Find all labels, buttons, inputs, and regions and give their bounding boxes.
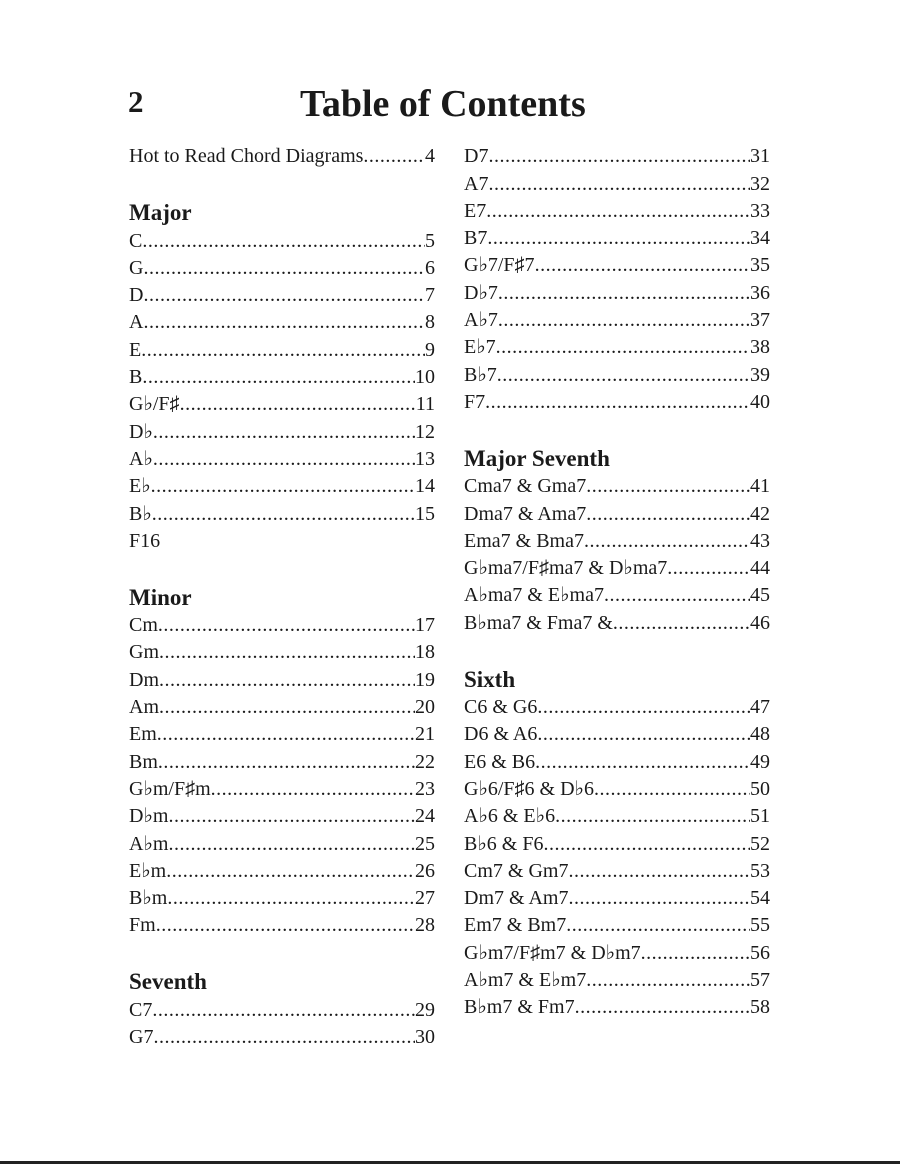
dot-leader <box>543 831 750 858</box>
toc-entry-page: 8 <box>425 311 435 334</box>
toc-entry[interactable] <box>129 830 435 857</box>
toc-entry-label: Bm <box>129 750 158 773</box>
toc-entry-page: 33 <box>750 199 770 222</box>
toc-entry-page: 28 <box>415 914 435 937</box>
toc-entry-page: 35 <box>750 254 770 277</box>
toc-entry[interactable] <box>464 858 770 885</box>
toc-entry[interactable] <box>129 694 435 721</box>
toc-entry[interactable] <box>129 612 435 639</box>
toc-entry[interactable] <box>129 748 435 775</box>
dot-leader <box>667 555 750 582</box>
toc-entry[interactable] <box>129 885 435 912</box>
toc-entry-page: 44 <box>750 557 770 580</box>
toc-entry-page: 52 <box>750 832 770 855</box>
toc-list-sixth <box>464 694 770 1022</box>
toc-entry-page: 7 <box>425 284 435 307</box>
toc-entry-page: 54 <box>750 887 770 910</box>
toc-entry-label: Ema7 & Bma7 <box>464 529 584 552</box>
toc-entry-page: 15 <box>415 502 435 525</box>
toc-entry-page: 20 <box>415 696 435 719</box>
toc-entry[interactable] <box>464 225 770 252</box>
dot-leader <box>485 389 750 416</box>
toc-entry[interactable] <box>464 361 770 388</box>
toc-entry-page: 34 <box>750 227 770 250</box>
dot-leader <box>496 334 750 361</box>
dot-leader <box>498 280 750 307</box>
dot-leader <box>498 307 750 334</box>
toc-entry[interactable] <box>464 170 770 197</box>
toc-entry-label: D <box>129 284 144 307</box>
toc-entry[interactable] <box>464 609 770 636</box>
toc-entry-page: 58 <box>750 996 770 1019</box>
dot-leader <box>568 858 750 885</box>
toc-entry[interactable] <box>464 389 770 416</box>
dot-leader <box>168 803 415 830</box>
dot-leader <box>211 776 415 803</box>
toc-entry-page: 5 <box>425 229 435 252</box>
toc-list-major <box>129 227 435 527</box>
dot-leader <box>159 667 415 694</box>
toc-entry-page: 32 <box>750 172 770 195</box>
toc-entry-page: 38 <box>750 336 770 359</box>
toc-list-major-seventh <box>464 473 770 637</box>
toc-entry-page: 9 <box>425 338 435 361</box>
toc-entry-page: 47 <box>750 696 770 719</box>
toc-entry[interactable] <box>464 582 770 609</box>
toc-entry-page: 18 <box>415 641 435 664</box>
dot-leader <box>586 473 750 500</box>
toc-entry-page: 25 <box>415 832 435 855</box>
toc-entry-label: D6 & A6 <box>464 723 538 746</box>
toc-entry[interactable] <box>129 336 435 363</box>
toc-entry-label: F16 <box>129 529 161 552</box>
dot-leader <box>584 528 750 555</box>
toc-entry-label: C7 <box>129 998 153 1021</box>
toc-entry-label: E♭m <box>129 859 167 882</box>
toc-entry-label: G♭m7/F♯m7 & D♭m7 <box>464 941 641 964</box>
section-heading-major-seventh: Major Seventh <box>464 445 610 471</box>
toc-entry-page: 36 <box>750 281 770 304</box>
toc-entry-label: C <box>129 229 143 252</box>
dot-leader <box>157 721 415 748</box>
dot-leader <box>575 994 750 1021</box>
toc-entry-intro[interactable] <box>129 143 435 170</box>
toc-entry-label: G <box>129 256 144 279</box>
toc-entry[interactable] <box>464 694 770 721</box>
toc-entry-label: Dm7 & Am7 <box>464 887 569 910</box>
dot-leader <box>594 776 750 803</box>
toc-entry[interactable] <box>129 391 435 418</box>
dot-leader <box>487 225 750 252</box>
toc-entry[interactable] <box>464 885 770 912</box>
dot-leader <box>168 831 415 858</box>
dot-leader <box>488 171 750 198</box>
toc-entry[interactable] <box>464 143 770 170</box>
toc-entry-label: B♭m <box>129 887 168 910</box>
dot-leader <box>166 858 415 885</box>
toc-entry-label: D♭7 <box>464 281 498 304</box>
toc-entry-page: 30 <box>415 1026 435 1049</box>
toc-entry-label: Dm <box>129 668 159 691</box>
dot-leader <box>142 364 415 391</box>
toc-entry-label: B♭ <box>129 502 152 525</box>
dot-leader <box>167 885 415 912</box>
toc-entry[interactable] <box>129 1024 435 1051</box>
toc-entry-label: Gm <box>129 641 159 664</box>
toc-entry-page: 41 <box>750 475 770 498</box>
dot-leader <box>488 143 750 170</box>
toc-entry-page: 17 <box>415 614 435 637</box>
toc-entry[interactable] <box>464 473 770 500</box>
toc-entry-label: D♭m <box>129 805 169 828</box>
dot-leader <box>586 967 750 994</box>
toc-entry-page: 23 <box>415 777 435 800</box>
toc-entry[interactable] <box>129 282 435 309</box>
toc-entry-page: 50 <box>750 777 770 800</box>
toc-entry-label: A♭ma7 & E♭ma7 <box>464 584 604 607</box>
toc-entry-label: Hot to Read Chord Diagrams <box>129 145 364 168</box>
toc-entry-label: A♭m <box>129 832 169 855</box>
toc-entry-label: Em <box>129 723 157 746</box>
dot-leader <box>497 362 750 389</box>
toc-entry-page: 27 <box>415 887 435 910</box>
toc-entry-page: 24 <box>415 805 435 828</box>
dot-leader <box>143 309 425 336</box>
toc-entry-label: G♭7/F♯7 <box>464 254 535 277</box>
toc-entry-label: B7 <box>464 227 488 250</box>
toc-entry-page: 57 <box>750 969 770 992</box>
dot-leader <box>568 885 750 912</box>
section-heading-minor: Minor <box>129 584 192 610</box>
dot-leader <box>604 582 750 609</box>
dot-leader <box>586 501 750 528</box>
toc-entry-f-major[interactable] <box>129 528 435 555</box>
dot-leader <box>486 198 750 225</box>
toc-entry-label: B♭7 <box>464 363 497 386</box>
toc-entry-label: E♭7 <box>464 336 496 359</box>
toc-entry-page: 13 <box>415 447 435 470</box>
dot-leader <box>555 803 750 830</box>
dot-leader <box>152 997 415 1024</box>
page-title: Table of Contents <box>300 83 586 125</box>
dot-leader <box>537 694 750 721</box>
toc-entry[interactable] <box>464 912 770 939</box>
toc-entry-page: 45 <box>750 584 770 607</box>
toc-entry[interactable] <box>464 555 770 582</box>
toc-entry-page: 46 <box>750 611 770 634</box>
dot-leader <box>156 912 415 939</box>
toc-entry-label: B♭6 & F6 <box>464 832 544 855</box>
toc-entry-label: C6 & G6 <box>464 696 538 719</box>
toc-entry-page: 55 <box>750 914 770 937</box>
page-number: 2 <box>128 84 144 119</box>
toc-entry-label: E6 & B6 <box>464 750 536 773</box>
toc-entry-page: 43 <box>750 529 770 552</box>
toc-entry[interactable] <box>129 309 435 336</box>
toc-list-minor <box>129 612 435 940</box>
toc-entry-label: E7 <box>464 199 487 222</box>
section-heading-sixth: Sixth <box>464 666 516 692</box>
toc-entry-label: G♭/F♯ <box>129 393 180 416</box>
toc-entry-label: B <box>129 366 143 389</box>
dot-leader <box>158 749 415 776</box>
toc-entry[interactable] <box>464 939 770 966</box>
toc-entry[interactable] <box>129 996 435 1023</box>
toc-entry-page: 26 <box>415 859 435 882</box>
dot-leader <box>159 694 415 721</box>
toc-entry[interactable] <box>129 364 435 391</box>
toc-entry-page: 21 <box>415 723 435 746</box>
toc-entry[interactable] <box>464 748 770 775</box>
toc-entry-label: E <box>129 338 142 361</box>
toc-entry-page: 53 <box>750 859 770 882</box>
toc-entry-label: G♭m/F♯m <box>129 777 211 800</box>
dot-leader <box>180 391 416 418</box>
toc-entry-page: 22 <box>415 750 435 773</box>
toc-entry-page: 11 <box>415 393 435 416</box>
dot-leader <box>141 337 425 364</box>
toc-entry-page: 29 <box>415 998 435 1021</box>
toc-entry[interactable] <box>129 255 435 282</box>
toc-entry-label: Em7 & Bm7 <box>464 914 567 937</box>
toc-entry[interactable] <box>464 252 770 279</box>
dot-leader <box>153 446 415 473</box>
toc-entry[interactable] <box>129 666 435 693</box>
toc-entry[interactable] <box>129 473 435 500</box>
toc-entry[interactable] <box>129 803 435 830</box>
toc-entry-label: E♭ <box>129 475 151 498</box>
toc-entry-page: 4 <box>425 145 435 168</box>
dot-leader <box>159 639 415 666</box>
toc-entry[interactable] <box>464 307 770 334</box>
dot-leader <box>143 282 425 309</box>
toc-entry[interactable] <box>464 721 770 748</box>
toc-entry-label: A♭m7 & E♭m7 <box>464 969 587 992</box>
toc-entry-label: G♭6/F♯6 & D♭6 <box>464 777 594 800</box>
dot-leader <box>641 940 750 967</box>
toc-entry-label: Dma7 & Ama7 <box>464 502 587 525</box>
dot-leader <box>613 610 750 637</box>
toc-entry[interactable] <box>464 198 770 225</box>
dot-leader <box>153 419 415 446</box>
dot-leader <box>363 143 425 170</box>
toc-entry-label: B♭m7 & Fm7 <box>464 996 575 1019</box>
toc-entry-page: 40 <box>750 390 770 413</box>
toc-entry-label: A♭6 & E♭6 <box>464 805 556 828</box>
toc-entry-label: Cma7 & Gma7 <box>464 475 587 498</box>
toc-entry-label: Am <box>129 696 159 719</box>
toc-entry[interactable] <box>464 776 770 803</box>
toc-entry-page: 19 <box>415 668 435 691</box>
section-heading-seventh: Seventh <box>129 969 207 995</box>
toc-entry-page: 10 <box>415 366 435 389</box>
toc-entry[interactable] <box>129 776 435 803</box>
toc-entry[interactable] <box>129 227 435 254</box>
dot-leader <box>535 749 750 776</box>
toc-entry-label: Cm7 & Gm7 <box>464 859 569 882</box>
toc-entry[interactable] <box>464 803 770 830</box>
toc-entry-label: D♭ <box>129 420 153 443</box>
toc-list-seventh-right <box>464 143 770 416</box>
toc-entry[interactable] <box>129 639 435 666</box>
dot-leader <box>158 612 415 639</box>
toc-entry[interactable] <box>464 279 770 306</box>
toc-entry-page: 56 <box>750 941 770 964</box>
toc-entry[interactable] <box>464 830 770 857</box>
toc-entry-label: A♭ <box>129 447 153 470</box>
toc-entry-label: G♭ma7/F♯ma7 & D♭ma7 <box>464 557 668 580</box>
dot-leader <box>143 255 425 282</box>
toc-entry[interactable] <box>129 446 435 473</box>
toc-entry-page: 51 <box>750 805 770 828</box>
dot-leader <box>151 473 415 500</box>
toc-left-column <box>129 143 435 1051</box>
dot-leader <box>152 501 415 528</box>
toc-entry-page: 48 <box>750 723 770 746</box>
section-heading-major: Major <box>129 200 192 226</box>
toc-entry[interactable] <box>464 994 770 1021</box>
toc-entry-label: A <box>129 311 144 334</box>
toc-entry[interactable] <box>129 500 435 527</box>
toc-entry[interactable] <box>129 858 435 885</box>
toc-entry-page: 39 <box>750 363 770 386</box>
toc-entry-page: 31 <box>750 145 770 168</box>
toc-entry-label: Cm <box>129 614 158 637</box>
toc-entry-label: A7 <box>464 172 489 195</box>
toc-entry-page: 14 <box>415 475 435 498</box>
dot-leader <box>537 721 750 748</box>
toc-entry[interactable] <box>129 721 435 748</box>
dot-leader <box>153 1024 415 1051</box>
toc-entry-page: 6 <box>425 256 435 279</box>
toc-entry-label: G7 <box>129 1026 154 1049</box>
toc-list-seventh-left <box>129 996 435 1051</box>
toc-entry-label: B♭ma7 & Fma7 & <box>464 611 613 634</box>
toc-entry[interactable] <box>464 967 770 994</box>
toc-entry[interactable] <box>129 912 435 939</box>
dot-leader <box>535 252 750 279</box>
toc-entry-page: 49 <box>750 750 770 773</box>
dot-leader <box>566 912 750 939</box>
dot-leader <box>142 228 425 255</box>
toc-entry-label: F7 <box>464 390 486 413</box>
toc-right-column <box>464 143 770 1021</box>
toc-entry[interactable] <box>464 334 770 361</box>
toc-entry-page: 37 <box>750 309 770 332</box>
toc-entry[interactable] <box>464 528 770 555</box>
toc-entry-label: D7 <box>464 145 489 168</box>
toc-entry-label: A♭7 <box>464 309 498 332</box>
toc-entry[interactable] <box>129 418 435 445</box>
toc-entry-page: 42 <box>750 502 770 525</box>
toc-entry-label: Fm <box>129 914 156 937</box>
toc-entry[interactable] <box>464 500 770 527</box>
toc-entry-page: 12 <box>415 420 435 443</box>
